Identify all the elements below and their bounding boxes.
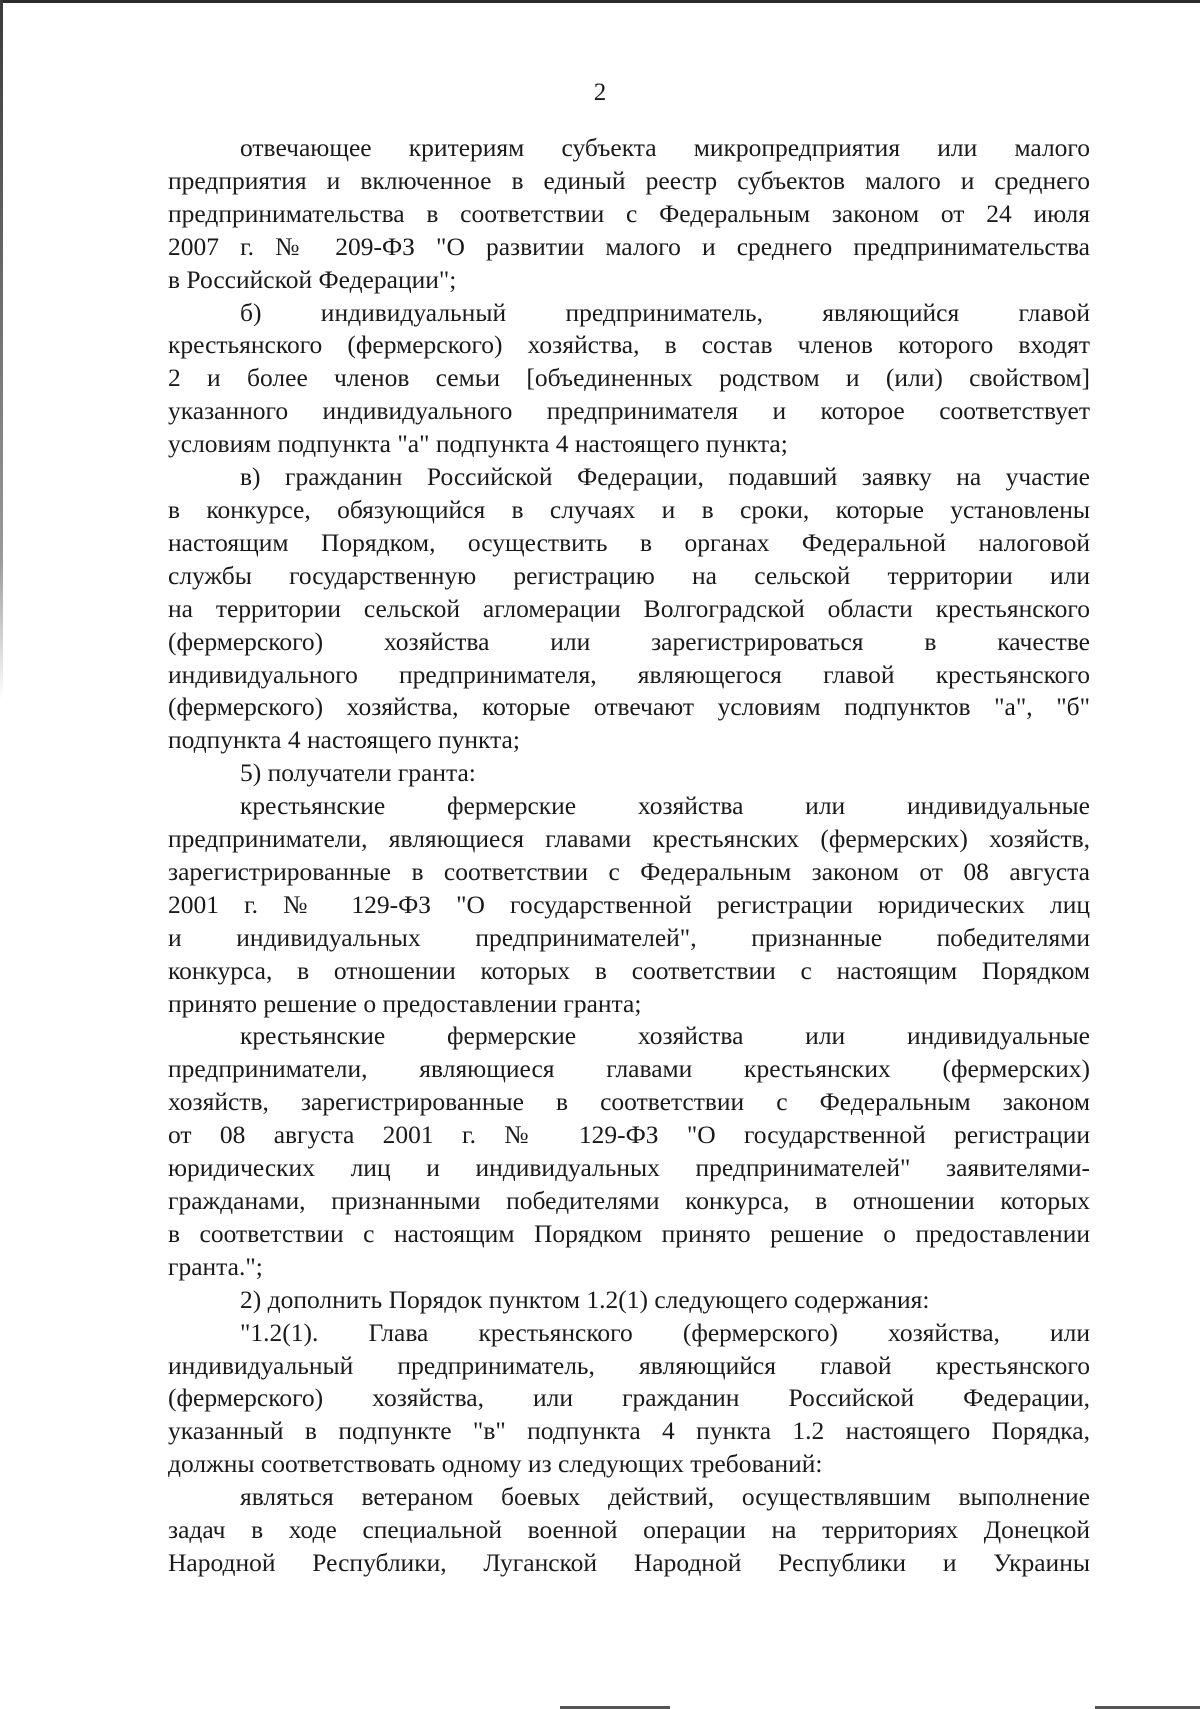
text-line: 2 и более членов семьи [объединенных родством и (или) свойством] xyxy=(168,363,1090,393)
text-line: принято решение о предоставлении гранта; xyxy=(168,988,642,1018)
scan-top-edge xyxy=(0,0,1200,3)
document-body xyxy=(168,132,1090,1580)
text-line: 2) дополнить Порядок пунктом 1.2(1) следующего содержания: xyxy=(240,1284,930,1314)
text-line: гранта."; xyxy=(168,1251,263,1281)
text-line: 2001 г. № 129-ФЗ "О государственной регистрации юридических лиц xyxy=(168,889,1090,919)
text-line: должны соответствовать одному из следующих требований: xyxy=(168,1449,823,1479)
text-line: отвечающее критериям субъекта микропредприятия или малого xyxy=(240,133,1090,162)
text-line: указанного индивидуального предпринимателя и которое соответствует xyxy=(168,396,1090,426)
text-line: индивидуальный предприниматель, являющийся главой крестьянского xyxy=(168,1350,1090,1380)
text-line: "1.2(1). Глава крестьянского (фермерского) хозяйства, или xyxy=(240,1317,1090,1347)
text-line: (фермерского) хозяйства, или гражданин Российской Федерации, xyxy=(168,1383,1090,1413)
text-line: условиям подпункта "а" подпункта 4 настоящего пункта; xyxy=(168,429,788,459)
text-line: подпункта 4 настоящего пункта; xyxy=(168,725,520,755)
text-line: б) индивидуальный предприниматель, являющийся главой xyxy=(240,297,1090,327)
text-line: крестьянские фермерские хозяйства или индивидуальные xyxy=(240,791,1090,821)
text-line: в соответствии с настоящим Порядком принято решение о предоставлении xyxy=(168,1218,1090,1248)
text-line: и индивидуальных предпринимателей", признанные победителями xyxy=(168,922,1090,952)
page-number: 2 xyxy=(593,79,607,106)
text-line: являться ветераном боевых действий, осуществлявшим выполнение xyxy=(240,1482,1090,1512)
text-line: в) гражданин Российской Федерации, подавший заявку на участие xyxy=(240,462,1090,492)
text-line: конкурса, в отношении которых в соответствии с настоящим Порядком xyxy=(168,955,1090,985)
text-line: крестьянского (фермерского) хозяйства, в состав членов которого входят xyxy=(168,330,1090,360)
text-line: от 08 августа 2001 г. № 129-ФЗ "О государственной регистрации xyxy=(168,1120,1090,1150)
text-line: (фермерского) хозяйства или зарегистрироваться в качестве xyxy=(168,626,1090,656)
text-line: хозяйств, зарегистрированные в соответствии с Федеральным законом xyxy=(168,1087,1090,1117)
text-line: предприниматели, являющиеся главами крестьянских (фермерских) xyxy=(168,1054,1090,1084)
text-line: предпринимательства в соответствии с Федеральным законом от 24 июля xyxy=(168,198,1090,228)
text-line: на территории сельской агломерации Волгоградской области крестьянского xyxy=(168,593,1090,623)
text-line: индивидуального предпринимателя, являющегося главой крестьянского xyxy=(168,659,1090,689)
text-line: 2007 г. № 209-ФЗ "О развитии малого и среднего предпринимательства xyxy=(168,231,1090,261)
text-line: (фермерского) хозяйства, которые отвечают условиям подпунктов "а", "б" xyxy=(168,692,1090,722)
text-line: зарегистрированные в соответствии с Федеральным законом от 08 августа xyxy=(168,856,1090,886)
text-line: предприятия и включенное в единый реестр субъектов малого и среднего xyxy=(168,165,1090,195)
text-line: настоящим Порядком, осуществить в органах Федеральной налоговой xyxy=(168,527,1090,557)
text-line: юридических лиц и индивидуальных предпринимателей" заявителями- xyxy=(168,1153,1090,1183)
text-line: в Российской Федерации"; xyxy=(168,264,457,294)
text-line: в конкурсе, обязующийся в случаях и в сроки, которые установлены xyxy=(168,494,1090,524)
text-line: 5) получатели гранта: xyxy=(240,758,476,788)
text-line: службы государственную регистрацию на сельской территории или xyxy=(168,560,1090,590)
text-line: предприниматели, являющиеся главами крестьянских (фермерских) хозяйств, xyxy=(168,824,1090,854)
text-line: задач в ходе специальной военной операции на территориях Донецкой xyxy=(168,1515,1090,1545)
text-line: указанный в подпункте "в" подпункта 4 пункта 1.2 настоящего Порядка, xyxy=(168,1416,1090,1446)
text-line: Народной Республики, Луганской Народной Республики и Украины xyxy=(168,1547,1090,1577)
text-line: крестьянские фермерские хозяйства или индивидуальные xyxy=(240,1021,1090,1051)
text-line: гражданами, признанными победителями конкурса, в отношении которых xyxy=(168,1186,1090,1215)
